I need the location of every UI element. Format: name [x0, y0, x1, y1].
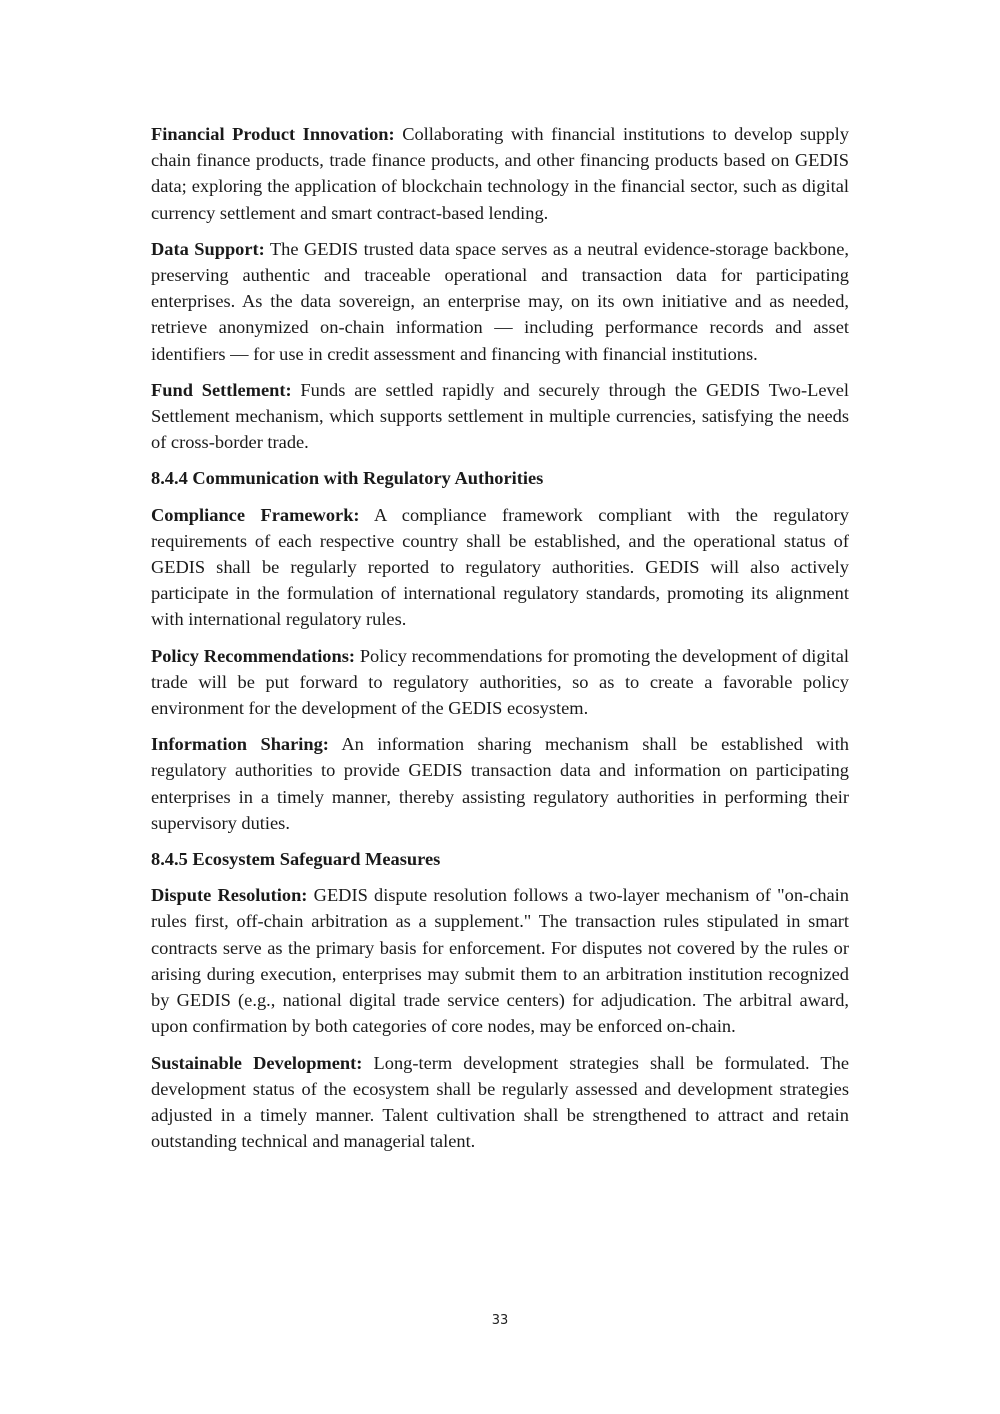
page-number: 33 [491, 1313, 509, 1328]
section-heading-8-4-5: 8.4.5 Ecosystem Safeguard Measures [151, 849, 441, 870]
paragraph-body: Long-term development strategies shall be formulated. The development status of the ecosystem shall be regularly assessed and development strategies adjusted in a timely manner. Talent cultivation shall be strengthened to attract and retain outstanding technical and managerial talent. [151, 1052, 849, 1152]
paragraph-policy-recommendations [151, 643, 849, 722]
paragraph-body: Policy recommendations for promoting the development of digital trade will be put forward to regulatory authorities, so as to create a favorable policy environment for the development of the GEDIS ecosystem. [151, 645, 850, 719]
section-heading-8-4-4: 8.4.4 Communication with Regulatory Authorities [151, 468, 544, 489]
paragraph-data-support [151, 236, 849, 367]
paragraph-lead: Policy Recommendations: [151, 645, 356, 666]
paragraph-information-sharing [151, 731, 849, 836]
paragraph-body: A compliance framework compliant with the regulatory requirements of each respective country shall be established, and the operational status of GEDIS shall be regularly reported to regulatory authorities. GEDIS will also actively participate in the formulation of international regulatory standards, promoting its alignment with international regulatory rules. [151, 504, 850, 630]
paragraph-lead: Compliance Framework: [151, 504, 360, 525]
paragraph-body: Funds are settled rapidly and securely through the GEDIS Two-Level Settlement mechanism, which supports settlement in multiple currencies, satisfying the needs of cross-border trade. [151, 379, 849, 453]
page-content [151, 121, 849, 1164]
paragraph-body: The GEDIS trusted data space serves as a neutral evidence-storage backbone, preserving authentic and traceable operational and transaction data for participating enterprises. As the data sovereign, an enterprise may, on its own initiative and as needed, retrieve anonymized on-chain information — including performance records and asset identifiers — for use in credit assessment and financing with financial institutions. [151, 238, 849, 364]
paragraph-lead: Dispute Resolution: [151, 885, 308, 906]
paragraph-lead: Financial Product Innovation: [151, 124, 395, 144]
paragraph-lead: Data Support: [151, 238, 265, 259]
paragraph-dispute-resolution [151, 882, 849, 1039]
paragraph-sustainable-development [151, 1050, 849, 1155]
paragraph-lead: Information Sharing: [151, 734, 329, 755]
paragraph-body: GEDIS dispute resolution follows a two-layer mechanism of "on-chain rules first, off-chain arbitration as a supplement." The transaction rules stipulated in smart contracts serve as the primary basis for enforcement. For disputes not covered by the rules or arising during execution, enterprises may submit them to an arbitration institution recognized by GEDIS (e.g., national digital trade service centers) for adjudication. The arbitral award, upon confirmation by both categories of core nodes, may be enforced on-chain. [151, 885, 849, 1037]
paragraph-lead: Sustainable Development: [151, 1052, 363, 1073]
paragraph-compliance-framework [151, 502, 849, 633]
paragraph-financial-product-innovation [151, 121, 849, 226]
paragraph-body: An information sharing mechanism shall be established with regulatory authorities to provide GEDIS transaction data and information on participating enterprises in a timely manner, thereby assisting regulatory authorities in performing their supervisory duties. [151, 734, 850, 833]
paragraph-lead: Fund Settlement: [151, 379, 292, 400]
paragraph-body: Collaborating with financial institutions to develop supply chain finance products, trade finance products, and other financing products based on GEDIS data; exploring the application of blockchain technology in the financial sector, such as digital currency settlement and smart contract-based lending. [151, 124, 849, 223]
paragraph-fund-settlement [151, 377, 849, 456]
